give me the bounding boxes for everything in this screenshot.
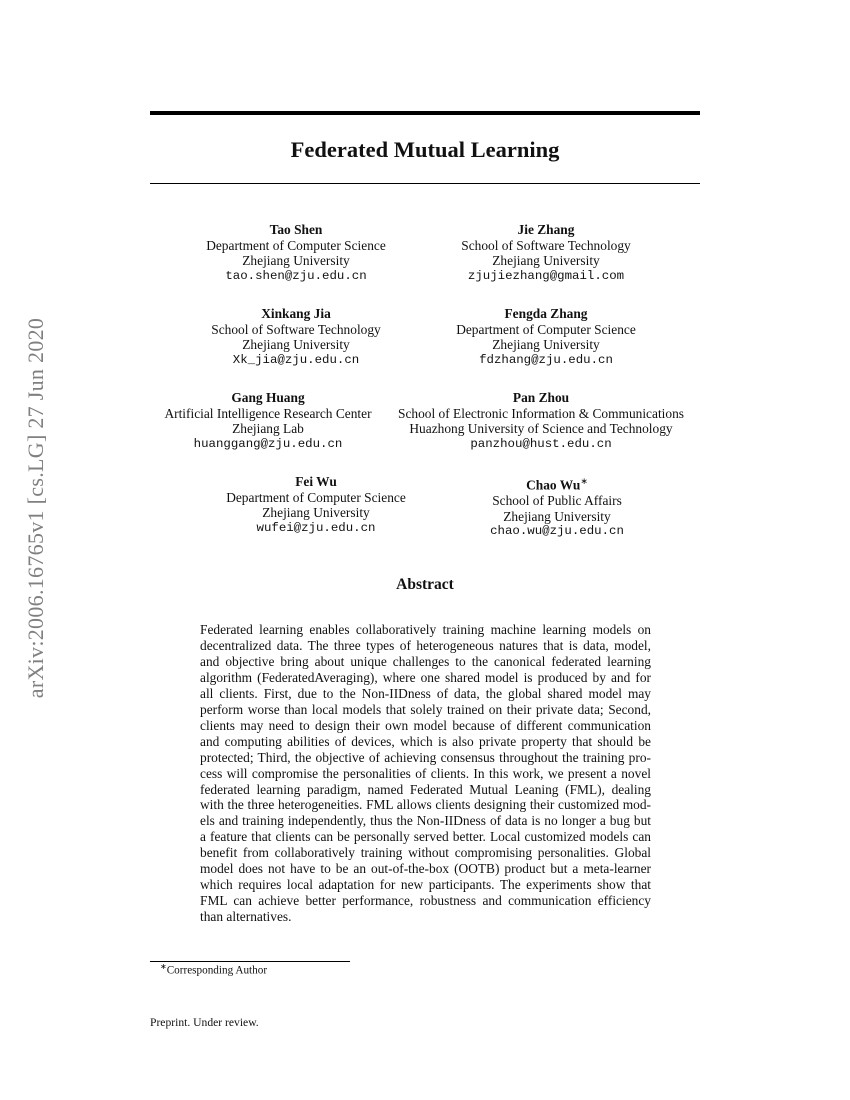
author-email[interactable]: huanggang@zju.edu.cn xyxy=(193,436,343,451)
author-block xyxy=(226,474,406,536)
abstract-line: which requires local adaptation for new participants. The experiments show that xyxy=(200,877,651,893)
author-email[interactable]: fdzhang@zju.edu.cn xyxy=(479,352,613,367)
author-name: Fei Wu xyxy=(295,474,337,489)
author-name: Xinkang Jia xyxy=(261,306,331,321)
author-name: Tao Shen xyxy=(269,222,323,237)
author-institution: Huazhong University of Science and Technology xyxy=(409,421,673,437)
abstract-body xyxy=(200,622,651,925)
abstract-line: than alternatives. xyxy=(200,909,292,925)
corresponding-mark: ∗ xyxy=(580,476,588,486)
footnote xyxy=(160,962,267,977)
author-name: Gang Huang xyxy=(231,390,305,405)
author-block xyxy=(461,222,631,284)
abstract-heading: Abstract xyxy=(396,576,454,593)
author-name-text: Chao Wu xyxy=(526,477,581,493)
abstract-line: benefit from collaboratively training without compromising personalities. Global xyxy=(200,845,651,861)
author-affiliation: School of Software Technology xyxy=(461,237,631,253)
preprint-notice: Preprint. Under review. xyxy=(150,1016,259,1029)
abstract-line: cess will compromise the personalities of clients. In this work, we present a novel xyxy=(200,765,651,781)
footnote-mark: ∗ xyxy=(160,962,167,971)
author-institution: Zhejiang University xyxy=(503,508,611,524)
author-affiliation: Artificial Intelligence Research Center xyxy=(164,405,372,421)
author-email[interactable]: wufei@zju.edu.cn xyxy=(256,520,376,535)
author-institution: Zhejiang University xyxy=(492,253,600,269)
title-top-rule xyxy=(150,111,700,115)
author-affiliation: School of Electronic Information & Communications xyxy=(398,405,684,421)
abstract-line: federated learning paradigm, named Federated Mutual Leaning (FML), dealing xyxy=(200,781,651,797)
author-block xyxy=(398,390,684,452)
author-email[interactable]: tao.shen@zju.edu.cn xyxy=(225,268,367,283)
footnote-text: Corresponding Author xyxy=(166,964,268,977)
author-block xyxy=(206,222,386,284)
author-institution: Zhejiang University xyxy=(262,505,370,521)
author-affiliation: School of Software Technology xyxy=(211,321,381,337)
abstract-line: and computing abilities of devices, which is also private property that should be xyxy=(200,733,651,749)
author-affiliation: School of Public Affairs xyxy=(492,493,622,509)
abstract-line: perform worse than local models that solely trained on their private data; Second, xyxy=(200,701,651,717)
author-email[interactable]: zjujiezhang@gmail.com xyxy=(467,268,625,283)
author-name: Fengda Zhang xyxy=(504,306,588,321)
author-institution: Zhejiang University xyxy=(242,337,350,353)
author-affiliation: Department of Computer Science xyxy=(226,489,406,505)
author-institution: Zhejiang University xyxy=(242,253,350,269)
author-name xyxy=(490,474,624,493)
abstract-line: FML can achieve better performance, robustness and communication efficiency xyxy=(200,893,651,909)
author-name: Jie Zhang xyxy=(517,222,575,237)
title-bottom-rule xyxy=(150,183,700,184)
abstract-line: with the three heterogeneities. FML allows clients designing their customized mod- xyxy=(200,797,651,813)
abstract-line: all clients. First, due to the Non-IIDness of data, the global shared model may xyxy=(200,685,651,701)
abstract-line: clients may need to design their own model because of different communication xyxy=(200,717,651,733)
author-block xyxy=(164,390,371,452)
author-institution: Zhejiang University xyxy=(492,337,600,353)
author-block xyxy=(456,306,636,368)
abstract-line: els and training independently, thus the Non-IIDness of data is no longer a bug but xyxy=(200,813,651,829)
abstract-line: algorithm (FederatedAveraging), where one shared model is produced by and for xyxy=(200,669,651,685)
paper-title: Federated Mutual Learning xyxy=(290,137,560,162)
abstract-line: model does not have to be an out-of-the-box (OOTB) product but a meta-learner xyxy=(200,861,651,877)
author-email[interactable]: panzhou@hust.edu.cn xyxy=(470,436,612,451)
arxiv-identifier-stamp: arXiv:2006.16765v1 [cs.LG] 27 Jun 2020 xyxy=(23,317,48,699)
abstract-line: and objective bring about unique challenges to the canonical federated learning xyxy=(200,653,651,669)
author-block xyxy=(211,306,381,368)
abstract-line: protected; Third, the objective of achieving consensus throughout the training pro- xyxy=(200,749,651,765)
author-affiliation: Department of Computer Science xyxy=(456,321,636,337)
author-email[interactable]: Xk_jia@zju.edu.cn xyxy=(232,352,360,367)
abstract-line: decentralized data. The three types of heterogeneous natures that is data, model, xyxy=(200,637,651,653)
author-block xyxy=(490,474,624,540)
author-affiliation: Department of Computer Science xyxy=(206,237,386,253)
author-email[interactable]: chao.wu@zju.edu.cn xyxy=(490,524,624,539)
author-name: Pan Zhou xyxy=(512,390,570,405)
abstract-line: Federated learning enables collaboratively training machine learning models on xyxy=(200,622,651,637)
abstract-line: a feature that clients can be personally served better. Local customized models can xyxy=(200,829,651,845)
author-institution: Zhejiang Lab xyxy=(232,421,304,437)
